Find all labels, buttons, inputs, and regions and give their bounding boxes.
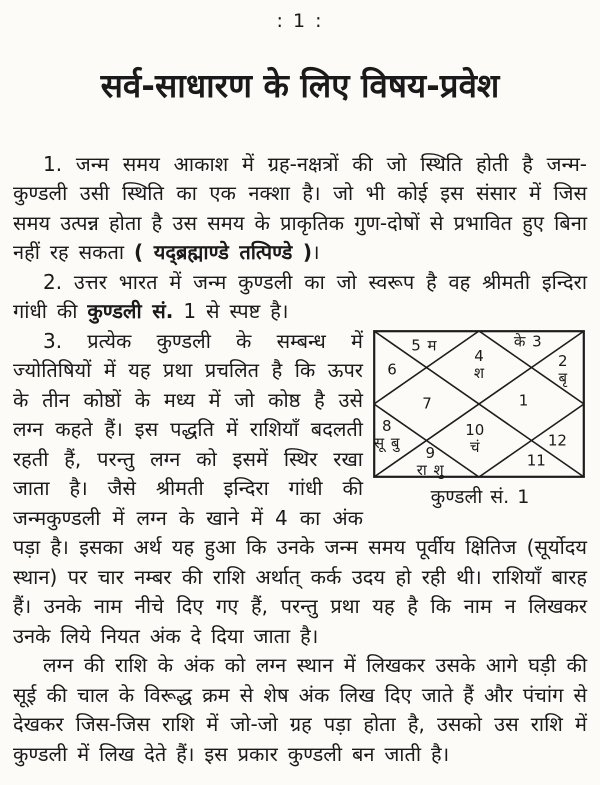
kundali-house-rashi-5: [411, 338, 436, 355]
kundali-house-rashi-7: [422, 395, 432, 412]
kundali-house-label: के 3: [513, 332, 542, 351]
kundali-chart: [373, 330, 585, 478]
kundali-house-rashi-6: [387, 361, 397, 378]
kundali-house-label: 4: [474, 347, 484, 366]
paragraph-4: [13, 651, 587, 769]
kundali-house-label: 1: [518, 391, 529, 410]
kundali-house-rashi-3: [514, 333, 542, 350]
kundali-figure: [373, 330, 587, 513]
kundali-house-label: 2: [557, 351, 568, 370]
kundali-house-rashi-1: [519, 392, 529, 409]
kundali-house-rashi-9: [417, 445, 444, 479]
kundali-house-label: 8: [381, 416, 392, 435]
kundali-house-rashi-11: [527, 452, 546, 469]
kundali-house-label: चं: [469, 437, 480, 456]
kundali-house-label: सू बु: [374, 433, 400, 452]
paragraph-1: [13, 150, 587, 268]
page-title: सर्व-साधारण के लिए विषय-प्रवेश: [100, 66, 500, 105]
kundali-caption: कुण्डली सं. 1: [430, 485, 530, 508]
text-run: 1 से स्पष्ट है।: [173, 299, 289, 324]
text-run: 3. प्रत्येक कुण्डली के सम्बन्ध में ज्योतिषियों में यह प्रथा प्रचलित है कि ऊपर के तीन कोष्ठों के मध्य में जो कोष्ठ है उसे लग्न कहते हैं। इस पद्धति में राशियाँ बदलती रहती हैं, परन्तु लग्न को इसमें स्थिर रखा जाता है। जैसे श्रीमती इन्दिरा गांधी की जन्मकुण्डली में लग्न के खाने में 4 का अंक पड़ा है। इसका अर्थ यह हुआ कि उनके जन्म समय पूर्वीय क्षितिज (सूर्योदय स्थान) पर चार नम्बर की राशि अर्थात् कर्क उदय हो रही थी। राशियाँ बारह हैं। उनके नाम नीचे दिए गए हैं, परन्तु प्रथा यह है कि नाम न लिखकर उनके लिये नियत अंक दे दिया जाता है।: [13, 328, 587, 648]
kundali-house-label: रा शु: [416, 460, 444, 479]
kundali-house-label: 5 म: [411, 336, 437, 355]
text-run: 1. जन्म समय आकाश में ग्रह-नक्षत्रों की जो स्थिति होती है जन्म-कुण्डली उसी स्थिति का एक नक्शा है। जो भी कोई इस संसार में जिस समय उत्पन्न होता है उस समय के प्राकृतिक गुण-दोषों से प्रभावित हुए बिना नहीं रह सकता: [13, 151, 587, 265]
text-run: लग्न की राशि के अंक को लग्न स्थान में लिखकर उसके आगे घड़ी की सूई की चाल के विरूद्ध क्रम से शेष अंक लिख दिए जाते हैं और पंचांग से देखकर जिस-जिस राशि में जो-जो ग्रह पड़ा होता है, उसको उस राशि में कुण्डली में लिख देते हैं। इस प्रकार कुण्डली बन जाती है।: [13, 653, 587, 766]
kundali-house-rashi-10: [465, 422, 484, 456]
kundali-house-rashi-2: [558, 353, 568, 387]
kundali-house-label: 10: [465, 420, 485, 439]
bold-text-run: ( यद्ब्रह्माण्डे तत्पिण्डे ): [134, 240, 312, 265]
kundali-house-label: 9: [425, 443, 435, 462]
bold-text-run: कुण्डली सं.: [87, 299, 174, 324]
kundali-house-label: श: [473, 364, 485, 383]
kundali-house-rashi-4: [474, 348, 484, 382]
kundali-house-label: बृ: [558, 368, 568, 387]
text-run: 2. उत्तर भारत में जन्म कुण्डली का जो स्वरूप है वह श्रीमती इन्दिरा गांधी की: [13, 269, 587, 324]
text-run: ।: [312, 240, 320, 265]
kundali-house-label: 11: [526, 451, 546, 470]
kundali-house-label: 6: [387, 360, 397, 379]
paragraph-2: [13, 268, 587, 327]
kundali-house-rashi-8: [374, 418, 399, 452]
kundali-house-rashi-12: [548, 432, 567, 449]
kundali-house-label: 12: [547, 431, 567, 450]
page-number: : 1 :: [276, 10, 324, 32]
kundali-house-label: 7: [422, 394, 432, 413]
body-text: [13, 150, 587, 770]
